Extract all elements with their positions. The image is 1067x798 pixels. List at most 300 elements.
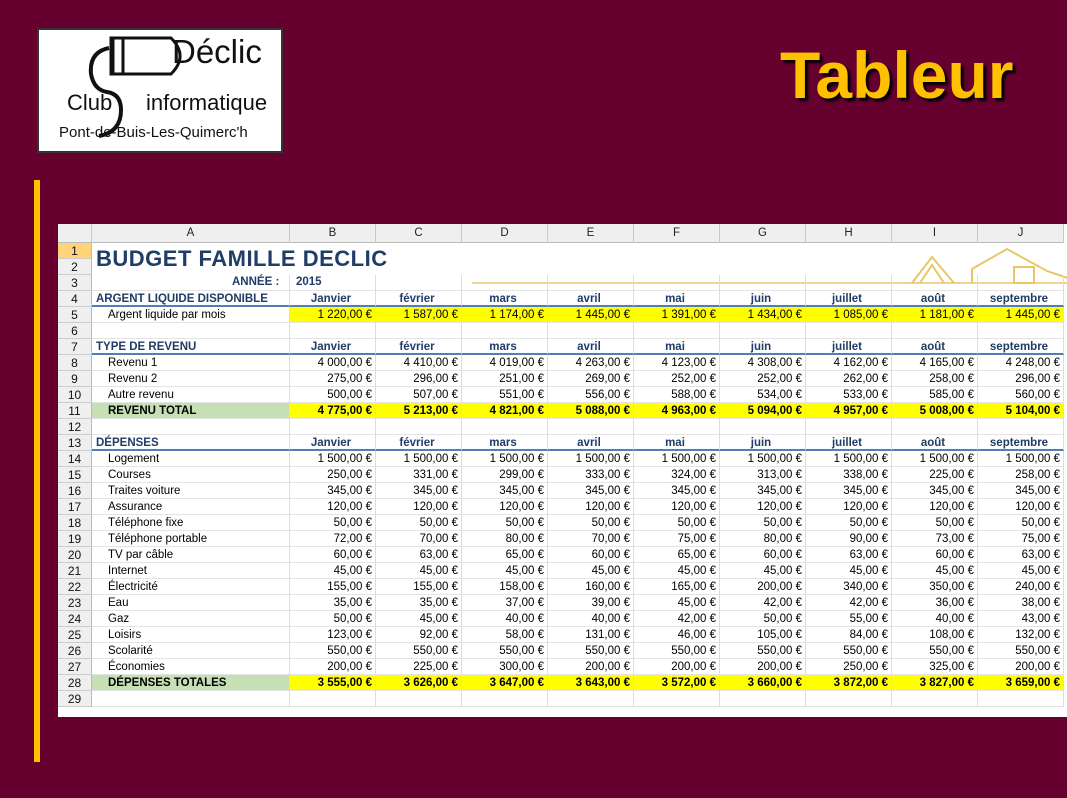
value-cell[interactable]: mars	[462, 435, 548, 451]
row-label-cell[interactable]: TV par câble	[92, 547, 290, 563]
value-cell[interactable]: 46,00 €	[634, 627, 720, 643]
value-cell[interactable]: 550,00 €	[634, 643, 720, 659]
value-cell[interactable]: 4 162,00 €	[806, 355, 892, 371]
value-cell[interactable]: avril	[548, 435, 634, 451]
value-cell[interactable]: 3 872,00 €	[806, 675, 892, 691]
row-number[interactable]: 2	[58, 259, 92, 275]
row-label-cell[interactable]: REVENU TOTAL	[92, 403, 290, 419]
value-cell[interactable]: 50,00 €	[978, 515, 1064, 531]
value-cell[interactable]: 42,00 €	[634, 611, 720, 627]
value-cell[interactable]: Janvier	[290, 291, 376, 307]
column-header-h[interactable]: H	[806, 224, 892, 243]
value-cell[interactable]: 75,00 €	[634, 531, 720, 547]
value-cell[interactable]	[548, 419, 634, 435]
value-cell[interactable]: 1 500,00 €	[462, 451, 548, 467]
value-cell[interactable]: 60,00 €	[290, 547, 376, 563]
row-label-cell[interactable]: Scolarité	[92, 643, 290, 659]
value-cell[interactable]	[634, 419, 720, 435]
value-cell[interactable]: 38,00 €	[978, 595, 1064, 611]
value-cell[interactable]: 108,00 €	[892, 627, 978, 643]
value-cell[interactable]: 40,00 €	[548, 611, 634, 627]
value-cell[interactable]: 324,00 €	[634, 467, 720, 483]
value-cell[interactable]: 45,00 €	[634, 595, 720, 611]
value-cell[interactable]: 40,00 €	[462, 611, 548, 627]
value-cell[interactable]: 1 500,00 €	[892, 451, 978, 467]
value-cell[interactable]: 1 500,00 €	[720, 451, 806, 467]
value-cell[interactable]: 45,00 €	[892, 563, 978, 579]
value-cell[interactable]: 534,00 €	[720, 387, 806, 403]
row-label-cell[interactable]: Économies	[92, 659, 290, 675]
value-cell[interactable]: 63,00 €	[806, 547, 892, 563]
row-number[interactable]: 3	[58, 275, 92, 291]
value-cell[interactable]: 45,00 €	[720, 563, 806, 579]
value-cell[interactable]: 75,00 €	[978, 531, 1064, 547]
value-cell[interactable]: 4 000,00 €	[290, 355, 376, 371]
value-cell[interactable]: 550,00 €	[806, 643, 892, 659]
spreadsheet[interactable]	[58, 224, 1067, 717]
value-cell[interactable]: 155,00 €	[290, 579, 376, 595]
value-cell[interactable]: 4 248,00 €	[978, 355, 1064, 371]
value-cell[interactable]: 507,00 €	[376, 387, 462, 403]
value-cell[interactable]: 160,00 €	[548, 579, 634, 595]
value-cell[interactable]: 1 445,00 €	[978, 307, 1064, 323]
value-cell[interactable]: 1 391,00 €	[634, 307, 720, 323]
value-cell[interactable]: 299,00 €	[462, 467, 548, 483]
value-cell[interactable]: 84,00 €	[806, 627, 892, 643]
value-cell[interactable]: 240,00 €	[978, 579, 1064, 595]
value-cell[interactable]	[806, 419, 892, 435]
value-cell[interactable]: 90,00 €	[806, 531, 892, 547]
value-cell[interactable]: juillet	[806, 339, 892, 355]
row-label-cell[interactable]: Internet	[92, 563, 290, 579]
value-cell[interactable]: 252,00 €	[634, 371, 720, 387]
value-cell[interactable]: 251,00 €	[462, 371, 548, 387]
value-cell[interactable]: 60,00 €	[892, 547, 978, 563]
row-number[interactable]: 1	[58, 243, 92, 259]
value-cell[interactable]: 252,00 €	[720, 371, 806, 387]
row-number[interactable]: 12	[58, 419, 92, 435]
value-cell[interactable]	[720, 691, 806, 707]
value-cell[interactable]: 45,00 €	[634, 563, 720, 579]
row-number[interactable]: 14	[58, 451, 92, 467]
row-label-cell[interactable]: DÉPENSES TOTALES	[92, 675, 290, 691]
value-cell[interactable]: 300,00 €	[462, 659, 548, 675]
value-cell[interactable]	[376, 691, 462, 707]
value-cell[interactable]: 50,00 €	[462, 515, 548, 531]
value-cell[interactable]: 345,00 €	[462, 483, 548, 499]
value-cell[interactable]	[290, 419, 376, 435]
value-cell[interactable]: 105,00 €	[720, 627, 806, 643]
value-cell[interactable]: 3 647,00 €	[462, 675, 548, 691]
value-cell[interactable]: 550,00 €	[548, 643, 634, 659]
value-cell[interactable]: juin	[720, 291, 806, 307]
value-cell[interactable]: mai	[634, 435, 720, 451]
value-cell[interactable]: Janvier	[290, 339, 376, 355]
value-cell[interactable]: 200,00 €	[720, 659, 806, 675]
value-cell[interactable]	[978, 275, 1064, 291]
row-label-cell[interactable]: TYPE DE REVENU	[92, 339, 290, 355]
value-cell[interactable]: septembre	[978, 339, 1064, 355]
value-cell[interactable]: 50,00 €	[634, 515, 720, 531]
value-cell[interactable]	[892, 691, 978, 707]
value-cell[interactable]	[720, 275, 806, 291]
value-cell[interactable]: mars	[462, 291, 548, 307]
row-number[interactable]: 29	[58, 691, 92, 707]
value-cell[interactable]: 35,00 €	[376, 595, 462, 611]
value-cell[interactable]: 560,00 €	[978, 387, 1064, 403]
value-cell[interactable]	[978, 323, 1064, 339]
value-cell[interactable]	[290, 691, 376, 707]
value-cell[interactable]	[634, 323, 720, 339]
value-cell[interactable]	[634, 691, 720, 707]
value-cell[interactable]: février	[376, 339, 462, 355]
value-cell[interactable]: 250,00 €	[290, 467, 376, 483]
row-number[interactable]: 16	[58, 483, 92, 499]
value-cell[interactable]: 345,00 €	[806, 483, 892, 499]
value-cell[interactable]: mars	[462, 339, 548, 355]
value-cell[interactable]: 50,00 €	[290, 611, 376, 627]
value-cell[interactable]: 1 500,00 €	[376, 451, 462, 467]
column-header-e[interactable]: E	[548, 224, 634, 243]
value-cell[interactable]: 42,00 €	[806, 595, 892, 611]
value-cell[interactable]	[978, 691, 1064, 707]
value-cell[interactable]: 225,00 €	[376, 659, 462, 675]
value-cell[interactable]	[462, 323, 548, 339]
row-label-cell[interactable]: Revenu 2	[92, 371, 290, 387]
row-label-cell[interactable]	[92, 323, 290, 339]
value-cell[interactable]: 120,00 €	[290, 499, 376, 515]
value-cell[interactable]: 258,00 €	[978, 467, 1064, 483]
value-cell[interactable]: 4 263,00 €	[548, 355, 634, 371]
row-number[interactable]: 21	[58, 563, 92, 579]
value-cell[interactable]: 63,00 €	[376, 547, 462, 563]
row-number[interactable]: 27	[58, 659, 92, 675]
row-number[interactable]: 10	[58, 387, 92, 403]
value-cell[interactable]	[806, 323, 892, 339]
value-cell[interactable]: 345,00 €	[376, 483, 462, 499]
row-label-cell[interactable]: ARGENT LIQUIDE DISPONIBLE	[92, 291, 290, 307]
value-cell[interactable]: 55,00 €	[806, 611, 892, 627]
value-cell[interactable]: 550,00 €	[978, 643, 1064, 659]
row-label-cell[interactable]: Gaz	[92, 611, 290, 627]
value-cell[interactable]	[806, 275, 892, 291]
column-header-c[interactable]: C	[376, 224, 462, 243]
value-cell[interactable]: 550,00 €	[462, 643, 548, 659]
row-label-cell[interactable]	[92, 419, 290, 435]
row-number[interactable]: 20	[58, 547, 92, 563]
value-cell[interactable]: 72,00 €	[290, 531, 376, 547]
value-cell[interactable]: 3 827,00 €	[892, 675, 978, 691]
value-cell[interactable]: 50,00 €	[892, 515, 978, 531]
value-cell[interactable]: 296,00 €	[376, 371, 462, 387]
value-cell[interactable]: 92,00 €	[376, 627, 462, 643]
value-cell[interactable]: 3 660,00 €	[720, 675, 806, 691]
value-cell[interactable]: 50,00 €	[720, 515, 806, 531]
value-cell[interactable]: 4 123,00 €	[634, 355, 720, 371]
value-cell[interactable]: 120,00 €	[892, 499, 978, 515]
row-label-cell[interactable]	[92, 275, 290, 291]
row-number[interactable]: 7	[58, 339, 92, 355]
value-cell[interactable]: 132,00 €	[978, 627, 1064, 643]
row-label-cell[interactable]: Téléphone portable	[92, 531, 290, 547]
value-cell[interactable]: 262,00 €	[806, 371, 892, 387]
row-number[interactable]: 26	[58, 643, 92, 659]
value-cell[interactable]: mai	[634, 339, 720, 355]
value-cell[interactable]: 60,00 €	[720, 547, 806, 563]
value-cell[interactable]: 3 572,00 €	[634, 675, 720, 691]
value-cell[interactable]: 60,00 €	[548, 547, 634, 563]
value-cell[interactable]: 200,00 €	[290, 659, 376, 675]
value-cell[interactable]: juin	[720, 339, 806, 355]
value-cell[interactable]: 225,00 €	[892, 467, 978, 483]
row-number[interactable]: 17	[58, 499, 92, 515]
value-cell[interactable]: 155,00 €	[376, 579, 462, 595]
value-cell[interactable]: 338,00 €	[806, 467, 892, 483]
value-cell[interactable]: 1 500,00 €	[634, 451, 720, 467]
value-cell[interactable]: 4 775,00 €	[290, 403, 376, 419]
row-number[interactable]: 24	[58, 611, 92, 627]
value-cell[interactable]: 45,00 €	[376, 611, 462, 627]
row-number[interactable]: 6	[58, 323, 92, 339]
row-label-cell[interactable]	[92, 691, 290, 707]
row-label-cell[interactable]: Électricité	[92, 579, 290, 595]
row-number[interactable]: 8	[58, 355, 92, 371]
value-cell[interactable]: 551,00 €	[462, 387, 548, 403]
value-cell[interactable]: avril	[548, 339, 634, 355]
value-cell[interactable]: 331,00 €	[376, 467, 462, 483]
value-cell[interactable]: 556,00 €	[548, 387, 634, 403]
value-cell[interactable]: 70,00 €	[376, 531, 462, 547]
value-cell[interactable]: 200,00 €	[634, 659, 720, 675]
value-cell[interactable]: 4 963,00 €	[634, 403, 720, 419]
row-number[interactable]: 9	[58, 371, 92, 387]
row-number[interactable]: 4	[58, 291, 92, 307]
row-number[interactable]: 22	[58, 579, 92, 595]
value-cell[interactable]: 500,00 €	[290, 387, 376, 403]
row-label-cell[interactable]: Loisirs	[92, 627, 290, 643]
value-cell[interactable]: 45,00 €	[376, 563, 462, 579]
row-number[interactable]: 5	[58, 307, 92, 323]
value-cell[interactable]: mai	[634, 291, 720, 307]
value-cell[interactable]	[720, 419, 806, 435]
row-number[interactable]: 25	[58, 627, 92, 643]
row-label-cell[interactable]: Autre revenu	[92, 387, 290, 403]
value-cell[interactable]: 65,00 €	[462, 547, 548, 563]
value-cell[interactable]: 3 555,00 €	[290, 675, 376, 691]
row-number[interactable]: 19	[58, 531, 92, 547]
value-cell[interactable]	[290, 323, 376, 339]
value-cell[interactable]: juin	[720, 435, 806, 451]
value-cell[interactable]: septembre	[978, 291, 1064, 307]
value-cell[interactable]: 50,00 €	[548, 515, 634, 531]
value-cell[interactable]: 345,00 €	[290, 483, 376, 499]
corner-cell[interactable]	[58, 224, 92, 243]
value-cell[interactable]	[376, 323, 462, 339]
value-cell[interactable]: 1 500,00 €	[548, 451, 634, 467]
value-cell[interactable]: 1 085,00 €	[806, 307, 892, 323]
row-number[interactable]: 18	[58, 515, 92, 531]
value-cell[interactable]: 36,00 €	[892, 595, 978, 611]
value-cell[interactable]: 158,00 €	[462, 579, 548, 595]
value-cell[interactable]: 200,00 €	[978, 659, 1064, 675]
value-cell[interactable]: 120,00 €	[806, 499, 892, 515]
row-number[interactable]: 28	[58, 675, 92, 691]
value-cell[interactable]: 313,00 €	[720, 467, 806, 483]
value-cell[interactable]	[548, 323, 634, 339]
value-cell[interactable]: 345,00 €	[892, 483, 978, 499]
value-cell[interactable]: 350,00 €	[892, 579, 978, 595]
column-header-b[interactable]: B	[290, 224, 376, 243]
value-cell[interactable]: 120,00 €	[978, 499, 1064, 515]
value-cell[interactable]: 45,00 €	[462, 563, 548, 579]
value-cell[interactable]: 275,00 €	[290, 371, 376, 387]
value-cell[interactable]: 533,00 €	[806, 387, 892, 403]
value-cell[interactable]: 1 434,00 €	[720, 307, 806, 323]
column-header-j[interactable]: J	[978, 224, 1064, 243]
value-cell[interactable]: 80,00 €	[462, 531, 548, 547]
value-cell[interactable]: 1 174,00 €	[462, 307, 548, 323]
column-header-g[interactable]: G	[720, 224, 806, 243]
row-label-cell[interactable]: Traites voiture	[92, 483, 290, 499]
value-cell[interactable]: 37,00 €	[462, 595, 548, 611]
row-label-cell[interactable]: Logement	[92, 451, 290, 467]
value-cell[interactable]: 43,00 €	[978, 611, 1064, 627]
value-cell[interactable]: 550,00 €	[892, 643, 978, 659]
value-cell[interactable]: 1 445,00 €	[548, 307, 634, 323]
row-number[interactable]: 23	[58, 595, 92, 611]
value-cell[interactable]: février	[376, 435, 462, 451]
value-cell[interactable]: 258,00 €	[892, 371, 978, 387]
value-cell[interactable]: 1 220,00 €	[290, 307, 376, 323]
value-cell[interactable]: 588,00 €	[634, 387, 720, 403]
value-cell[interactable]: 131,00 €	[548, 627, 634, 643]
value-cell[interactable]	[720, 323, 806, 339]
value-cell[interactable]	[978, 419, 1064, 435]
value-cell[interactable]: 4 019,00 €	[462, 355, 548, 371]
value-cell[interactable]: 269,00 €	[548, 371, 634, 387]
value-cell[interactable]: 1 587,00 €	[376, 307, 462, 323]
value-cell[interactable]: 4 957,00 €	[806, 403, 892, 419]
value-cell[interactable]: 45,00 €	[806, 563, 892, 579]
value-cell[interactable]: 3 643,00 €	[548, 675, 634, 691]
value-cell[interactable]: 5 094,00 €	[720, 403, 806, 419]
value-cell[interactable]: 45,00 €	[548, 563, 634, 579]
row-label-cell[interactable]: Assurance	[92, 499, 290, 515]
value-cell[interactable]: 123,00 €	[290, 627, 376, 643]
value-cell[interactable]: 5 104,00 €	[978, 403, 1064, 419]
value-cell[interactable]: 200,00 €	[720, 579, 806, 595]
value-cell[interactable]: 120,00 €	[634, 499, 720, 515]
value-cell[interactable]: 550,00 €	[720, 643, 806, 659]
value-cell[interactable]: avril	[548, 291, 634, 307]
value-cell[interactable]: août	[892, 339, 978, 355]
value-cell[interactable]: août	[892, 291, 978, 307]
value-cell[interactable]: 50,00 €	[806, 515, 892, 531]
value-cell[interactable]: 345,00 €	[720, 483, 806, 499]
column-header-d[interactable]: D	[462, 224, 548, 243]
value-cell[interactable]	[290, 275, 376, 291]
value-cell[interactable]: 4 410,00 €	[376, 355, 462, 371]
value-cell[interactable]: 5 213,00 €	[376, 403, 462, 419]
value-cell[interactable]: août	[892, 435, 978, 451]
value-cell[interactable]: 5 088,00 €	[548, 403, 634, 419]
value-cell[interactable]: juillet	[806, 291, 892, 307]
column-header-i[interactable]: I	[892, 224, 978, 243]
value-cell[interactable]: 585,00 €	[892, 387, 978, 403]
value-cell[interactable]: 120,00 €	[720, 499, 806, 515]
value-cell[interactable]: septembre	[978, 435, 1064, 451]
value-cell[interactable]: 340,00 €	[806, 579, 892, 595]
value-cell[interactable]: 70,00 €	[548, 531, 634, 547]
row-number[interactable]: 15	[58, 467, 92, 483]
value-cell[interactable]	[462, 419, 548, 435]
column-header-f[interactable]: F	[634, 224, 720, 243]
value-cell[interactable]: 1 181,00 €	[892, 307, 978, 323]
value-cell[interactable]: 250,00 €	[806, 659, 892, 675]
value-cell[interactable]: 296,00 €	[978, 371, 1064, 387]
row-label-cell[interactable]: Téléphone fixe	[92, 515, 290, 531]
value-cell[interactable]: février	[376, 291, 462, 307]
value-cell[interactable]: 325,00 €	[892, 659, 978, 675]
value-cell[interactable]: 550,00 €	[376, 643, 462, 659]
row-label-cell[interactable]: Eau	[92, 595, 290, 611]
value-cell[interactable]: 3 626,00 €	[376, 675, 462, 691]
value-cell[interactable]: juillet	[806, 435, 892, 451]
value-cell[interactable]: 550,00 €	[290, 643, 376, 659]
value-cell[interactable]: 35,00 €	[290, 595, 376, 611]
row-label-cell[interactable]: Courses	[92, 467, 290, 483]
value-cell[interactable]	[376, 275, 462, 291]
row-number[interactable]: 11	[58, 403, 92, 419]
value-cell[interactable]: 42,00 €	[720, 595, 806, 611]
value-cell[interactable]: 50,00 €	[720, 611, 806, 627]
value-cell[interactable]: 39,00 €	[548, 595, 634, 611]
value-cell[interactable]: 80,00 €	[720, 531, 806, 547]
value-cell[interactable]: 58,00 €	[462, 627, 548, 643]
value-cell[interactable]	[634, 275, 720, 291]
value-cell[interactable]: Janvier	[290, 435, 376, 451]
value-cell[interactable]: 4 821,00 €	[462, 403, 548, 419]
value-cell[interactable]: 45,00 €	[978, 563, 1064, 579]
value-cell[interactable]: 63,00 €	[978, 547, 1064, 563]
value-cell[interactable]	[806, 691, 892, 707]
value-cell[interactable]: 120,00 €	[462, 499, 548, 515]
row-label-cell[interactable]: Revenu 1	[92, 355, 290, 371]
value-cell[interactable]: 200,00 €	[548, 659, 634, 675]
value-cell[interactable]	[548, 275, 634, 291]
value-cell[interactable]	[376, 419, 462, 435]
row-label-cell[interactable]: Argent liquide par mois	[92, 307, 290, 323]
value-cell[interactable]	[892, 419, 978, 435]
value-cell[interactable]	[548, 691, 634, 707]
column-header-a[interactable]: A	[92, 224, 290, 243]
value-cell[interactable]: 165,00 €	[634, 579, 720, 595]
value-cell[interactable]: 1 500,00 €	[978, 451, 1064, 467]
value-cell[interactable]: 50,00 €	[376, 515, 462, 531]
value-cell[interactable]: 1 500,00 €	[290, 451, 376, 467]
row-number[interactable]: 13	[58, 435, 92, 451]
row-label-cell[interactable]: DÉPENSES	[92, 435, 290, 451]
value-cell[interactable]	[462, 691, 548, 707]
value-cell[interactable]: 333,00 €	[548, 467, 634, 483]
value-cell[interactable]	[892, 275, 978, 291]
value-cell[interactable]: 3 659,00 €	[978, 675, 1064, 691]
value-cell[interactable]: 345,00 €	[548, 483, 634, 499]
value-cell[interactable]: 50,00 €	[290, 515, 376, 531]
value-cell[interactable]: 40,00 €	[892, 611, 978, 627]
value-cell[interactable]: 345,00 €	[634, 483, 720, 499]
value-cell[interactable]: 73,00 €	[892, 531, 978, 547]
